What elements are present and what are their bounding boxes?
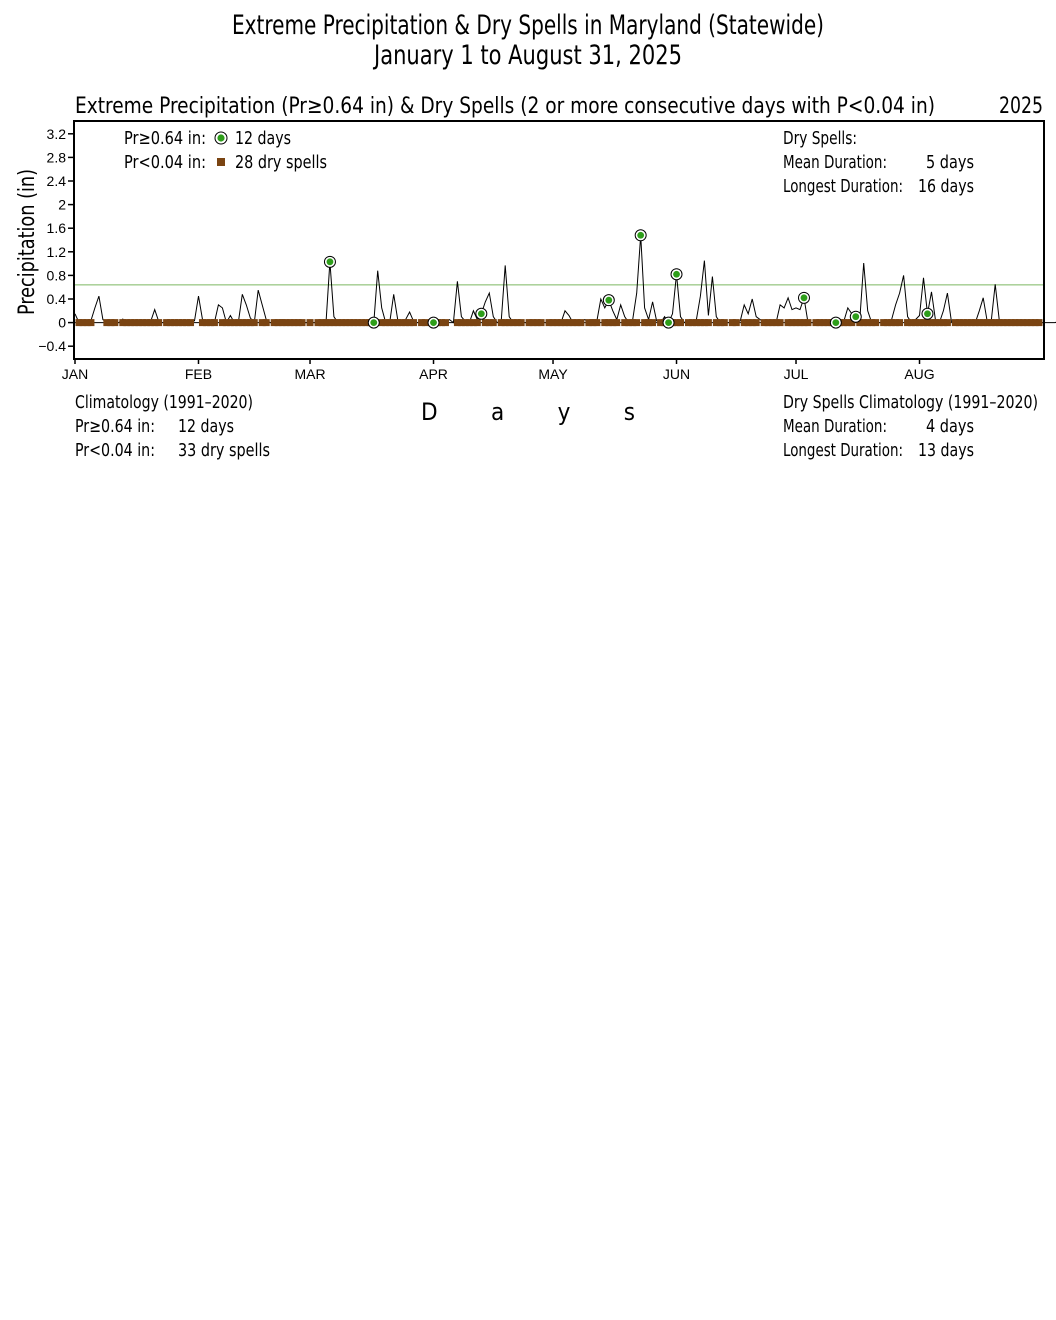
extreme-marker (605, 297, 612, 304)
dry-spell-marker (804, 319, 811, 326)
y-tick-label: 0.8 (46, 267, 66, 284)
dry-climatology-longest-value: 13 days (918, 440, 974, 461)
dry-spell-marker (613, 319, 620, 326)
y-tick-label: −0.4 (38, 338, 66, 355)
extreme-marker (637, 232, 644, 239)
dry-spell-marker (872, 319, 879, 326)
chart-title-line2: January 1 to August 31, 2025 (372, 40, 682, 71)
x-tick-label-feb: FEB (184, 366, 213, 382)
dry-spell-marker (649, 319, 656, 326)
legend-dry-value: 28 dry spells (235, 152, 327, 173)
y-tick-label: 2.8 (46, 149, 66, 166)
dry-spell-marker (944, 319, 951, 326)
dry-climatology-mean-label: Mean Duration: (783, 416, 887, 437)
chart-subtitle: Extreme Precipitation (Pr≥0.64 in) & Dry Spells (2 or more consecutive days with P<0.04 in) (75, 94, 935, 119)
dry-spell-marker (87, 319, 94, 326)
climatology-extreme-label: Pr≥0.64 in: (75, 416, 155, 437)
x-axis (62, 359, 935, 382)
x-tick-label-aug: AUG (904, 366, 935, 382)
dry-spell-marker (490, 319, 497, 326)
precipitation-chart (0, 0, 1056, 480)
x-tick-label-jun: JUN (662, 366, 691, 382)
dry-spell-marker (777, 319, 784, 326)
climatology-dry-value: 33 dry spells (178, 440, 270, 461)
dry-mean-value: 5 days (926, 152, 974, 173)
extreme-marker (924, 310, 931, 317)
y-tick-label: 0.4 (46, 291, 66, 307)
dry-spell-marker (721, 319, 728, 326)
legend-dry-label: Pr<0.04 in: (124, 152, 206, 173)
dry-spell-marker (593, 319, 600, 326)
extreme-marker (430, 319, 437, 326)
x-tick-label-mar: MAR (294, 366, 326, 382)
dry-spell-marker (577, 319, 584, 326)
dry-spell-marker (187, 319, 194, 326)
dry-climatology-mean-value: 4 days (926, 416, 974, 437)
y-tick-label: 1.2 (46, 243, 66, 260)
y-tick-label: 2 (58, 196, 66, 213)
dry-spell-marker (307, 319, 314, 326)
dry-spell-marker (633, 319, 640, 326)
chart-title-line1: Extreme Precipitation & Dry Spells in Maryland (Statewide) (232, 10, 824, 41)
dry-spell-marker (263, 319, 270, 326)
extreme-marker (673, 271, 680, 278)
dry-spell-marker (705, 319, 712, 326)
extreme-marker (478, 310, 485, 317)
dry-spells-heading: Dry Spells: (783, 128, 857, 149)
dry-spell-marker (896, 319, 903, 326)
dry-climatology-longest-label: Longest Duration: (783, 440, 903, 461)
dry-spell-marker (677, 319, 684, 326)
precipitation-series-line (75, 235, 1056, 322)
dry-spell-marker (111, 319, 118, 326)
dry-longest-label: Longest Duration: (783, 176, 903, 197)
legend-extreme-marker-dot (217, 134, 224, 141)
dry-spell-marker (299, 319, 306, 326)
climatology-dry-label: Pr<0.04 in: (75, 440, 155, 461)
y-tick-label: 2.4 (46, 173, 66, 189)
legend-extreme-label: Pr≥0.64 in: (124, 128, 206, 149)
x-tick-label-jul: JUL (783, 366, 809, 382)
x-tick-label-apr: APR (419, 366, 448, 382)
extreme-marker (370, 319, 377, 326)
x-axis-title: D a y s (421, 398, 635, 426)
dry-spell-marker (538, 319, 545, 326)
legend-dry-marker-icon (217, 158, 225, 166)
y-tick-label: 1.6 (46, 220, 66, 237)
extreme-precip-markers (324, 230, 933, 328)
dry-spell-marker (155, 319, 162, 326)
y-axis-title: Precipitation (in) (15, 151, 40, 315)
year-label: 2025 (999, 94, 1043, 119)
dry-spell-marker (474, 319, 481, 326)
y-tick-label: 3.2 (46, 125, 66, 142)
y-tick-label: 0 (58, 314, 66, 331)
extreme-marker (801, 294, 808, 301)
dry-spell-marker (753, 319, 760, 326)
dry-spell-marker (733, 319, 740, 326)
dry-spell-marker (442, 319, 449, 326)
extreme-marker (832, 319, 839, 326)
legend-extreme-value: 12 days (235, 128, 291, 149)
climatology-extreme-value: 12 days (178, 416, 234, 437)
dry-climatology-heading: Dry Spells Climatology (1991–2020) (783, 392, 1038, 413)
extreme-marker (327, 258, 334, 265)
dry-mean-label: Mean Duration: (783, 152, 887, 173)
climatology-heading: Climatology (1991–2020) (75, 392, 253, 413)
dry-spell-marker (1036, 319, 1043, 326)
x-tick-label-may: MAY (538, 366, 568, 382)
extreme-marker (665, 319, 672, 326)
dry-spell-marker (410, 319, 417, 326)
dry-spell-marker (518, 319, 525, 326)
dry-spell-marker (251, 319, 258, 326)
dry-spell-markers (75, 319, 1042, 326)
y-axis (38, 126, 74, 354)
dry-longest-value: 16 days (918, 176, 974, 197)
dry-spell-marker (211, 319, 218, 326)
x-tick-label-jan: JAN (61, 366, 89, 382)
extreme-marker (852, 313, 859, 320)
